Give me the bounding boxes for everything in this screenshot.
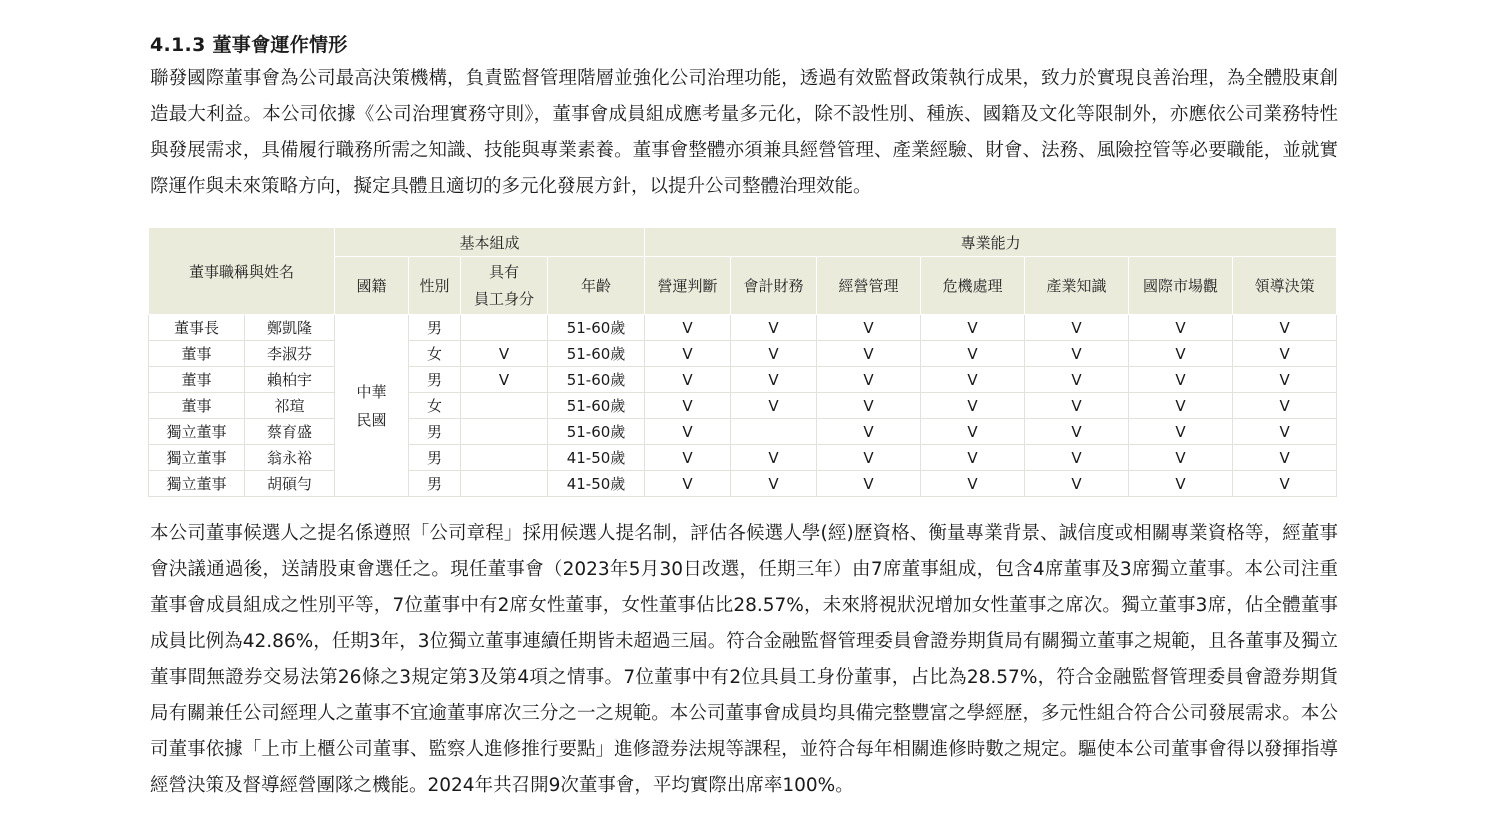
director-title: 董事 (149, 367, 245, 393)
gender-cell: 男 (409, 367, 461, 393)
director-title: 獨立董事 (149, 419, 245, 445)
skill-cell: V (1025, 393, 1129, 419)
nationality-cell (335, 315, 409, 497)
skill-cell: V (817, 393, 921, 419)
skill-cell: V (731, 445, 817, 471)
board-composition-table (148, 227, 1337, 497)
skill-cell: V (817, 341, 921, 367)
director-name: 祁瑄 (245, 393, 335, 419)
skill-cell: V (1129, 341, 1233, 367)
employee-cell: V (461, 341, 548, 367)
skill-cell: V (1233, 393, 1337, 419)
gender-cell: 女 (409, 341, 461, 367)
age-cell: 41-50歲 (548, 471, 645, 497)
nationality-line1: 中華 (356, 382, 387, 401)
header-employee-line2: 員工身分 (474, 289, 535, 308)
skill-cell: V (1129, 393, 1233, 419)
table-row (149, 367, 1337, 393)
skill-cell: V (1233, 471, 1337, 497)
header-gender: 性別 (409, 257, 461, 315)
skill-cell: V (1233, 341, 1337, 367)
gender-cell: 男 (409, 445, 461, 471)
skill-cell: V (1233, 419, 1337, 445)
employee-cell (461, 419, 548, 445)
skill-cell: V (817, 445, 921, 471)
skill-cell: V (1025, 315, 1129, 341)
skill-cell: V (1129, 471, 1233, 497)
skill-cell: V (1233, 367, 1337, 393)
skill-cell: V (731, 471, 817, 497)
director-name: 蔡育盛 (245, 419, 335, 445)
skill-cell: V (731, 393, 817, 419)
age-cell: 51-60歲 (548, 393, 645, 419)
employee-cell (461, 315, 548, 341)
skill-cell: V (645, 393, 731, 419)
gender-cell: 男 (409, 419, 461, 445)
table-row (149, 315, 1337, 341)
employee-cell: V (461, 367, 548, 393)
skill-cell: V (817, 471, 921, 497)
director-title: 獨立董事 (149, 445, 245, 471)
table-row (149, 445, 1337, 471)
skill-cell: V (1129, 419, 1233, 445)
nationality-line2: 民國 (356, 410, 387, 429)
header-employee (461, 257, 548, 315)
skill-cell: V (1233, 315, 1337, 341)
employee-cell (461, 471, 548, 497)
skill-cell: V (731, 315, 817, 341)
skill-cell: V (1129, 367, 1233, 393)
skill-cell: V (1129, 315, 1233, 341)
skill-cell: V (1025, 471, 1129, 497)
header-employee-line1: 具有 (489, 262, 520, 281)
employee-cell (461, 393, 548, 419)
skill-cell: V (645, 341, 731, 367)
age-cell: 51-60歲 (548, 341, 645, 367)
skill-cell: V (645, 367, 731, 393)
gender-cell: 男 (409, 315, 461, 341)
skill-cell: V (1025, 445, 1129, 471)
director-name: 胡碩勻 (245, 471, 335, 497)
skill-cell: V (921, 445, 1025, 471)
age-cell: 51-60歲 (548, 419, 645, 445)
skill-cell: V (731, 367, 817, 393)
section-heading: 4.1.3 董事會運作情形 (150, 34, 348, 56)
age-cell: 51-60歲 (548, 315, 645, 341)
intro-paragraph: 聯發國際董事會為公司最高決策機構，負責監督管理階層並強化公司治理功能，透過有效監督政策執行成果，致力於實現良善治理，為全體股東創造最大利益。本公司依據《公司治理實務守則》，董事會成員組成應考量多元化，除不設性別、種族、國籍及文化等限制外，亦應依公司業務特性與發展需求，具備履行職務所需之知識、技能與專業素養。董事會整體亦須兼具經營管理、產業經驗、財會、法務、風險控管等必要職能，並就實際運作與未來策略方向，擬定具體且適切的多元化發展方針，以提升公司整體治理效能。 (150, 68, 1338, 197)
skill-cell: V (645, 445, 731, 471)
table-row (149, 393, 1337, 419)
closing-paragraph: 本公司董事候選人之提名係遵照「公司章程」採用候選人提名制，評估各候選人學(經)歷資格、衡量專業背景、誠信度或相關專業資格等，經董事會決議通過後，送請股東會選任之。現任董事會（2023年5月30日改選，任期三年）由7席董事組成，包含4席董事及3席獨立董事。本公司注重董事會成員組成之性別平等，7位董事中有2席女性董事，女性董事佔比28.57%，未來將視狀況增加女性董事之席次。獨立董事3席，佔全體董事成員比例為42.86%，任期3年，3位獨立董事連續任期皆未超過三屆。符合金融監督管理委員會證券期貨局有關獨立董事之規範，且各董事及獨立董事間無證券交易法第26條之3規定第3及第4項之情事。7位董事中有2位具員工身份董事，占比為28.57%，符合金融監督管理委員會證券期貨局有關兼任公司經理人之董事不宜逾董事席次三分之一之規範。本公司董事會成員均具備完整豐富之學經歷，多元性組合符合公司發展需求。本公司董事依據「上市上櫃公司董事、監察人進修推行要點」進修證券法規等課程，並符合每年相關進修時數之規定。驅使本公司董事會得以發揮指導經營決策及督導經營團隊之機能。2024年共召開9次董事會，平均實際出席率100%。 (150, 523, 1338, 796)
skill-cell: V (1233, 445, 1337, 471)
header-age: 年齡 (548, 257, 645, 315)
director-name: 賴柏宇 (245, 367, 335, 393)
employee-cell (461, 445, 548, 471)
director-name: 李淑芬 (245, 341, 335, 367)
header-skill-industry: 產業知識 (1025, 257, 1129, 315)
skill-cell: V (817, 315, 921, 341)
table-row (149, 341, 1337, 367)
director-name: 翁永裕 (245, 445, 335, 471)
header-skill-accounting: 會計財務 (731, 257, 817, 315)
skill-cell: V (645, 315, 731, 341)
age-cell: 51-60歲 (548, 367, 645, 393)
skill-cell: V (1129, 445, 1233, 471)
skill-cell: V (645, 419, 731, 445)
director-title: 獨立董事 (149, 471, 245, 497)
header-title-name: 董事職稱與姓名 (149, 228, 335, 315)
header-group-basic: 基本組成 (335, 228, 645, 257)
skill-cell: V (921, 341, 1025, 367)
skill-cell: V (921, 393, 1025, 419)
skill-cell: V (921, 367, 1025, 393)
age-cell: 41-50歲 (548, 445, 645, 471)
director-title: 董事 (149, 393, 245, 419)
skill-cell: V (921, 471, 1025, 497)
skill-cell: V (921, 315, 1025, 341)
director-title: 董事 (149, 341, 245, 367)
skill-cell: V (645, 471, 731, 497)
header-skill-leadership: 領導決策 (1233, 257, 1337, 315)
gender-cell: 女 (409, 393, 461, 419)
skill-cell: V (921, 419, 1025, 445)
gender-cell: 男 (409, 471, 461, 497)
skill-cell: V (817, 367, 921, 393)
table-row (149, 471, 1337, 497)
header-skill-management: 經營管理 (817, 257, 921, 315)
header-skill-crisis: 危機處理 (921, 257, 1025, 315)
skill-cell (731, 419, 817, 445)
header-skill-international: 國際市場觀 (1129, 257, 1233, 315)
skill-cell: V (1025, 367, 1129, 393)
header-group-skill: 專業能力 (645, 228, 1337, 257)
director-name: 鄭凱隆 (245, 315, 335, 341)
header-skill-operations: 營運判斷 (645, 257, 731, 315)
skill-cell: V (817, 419, 921, 445)
table-row (149, 419, 1337, 445)
skill-cell: V (1025, 419, 1129, 445)
skill-cell: V (1025, 341, 1129, 367)
skill-cell: V (731, 341, 817, 367)
director-title: 董事長 (149, 315, 245, 341)
header-nationality: 國籍 (335, 257, 409, 315)
